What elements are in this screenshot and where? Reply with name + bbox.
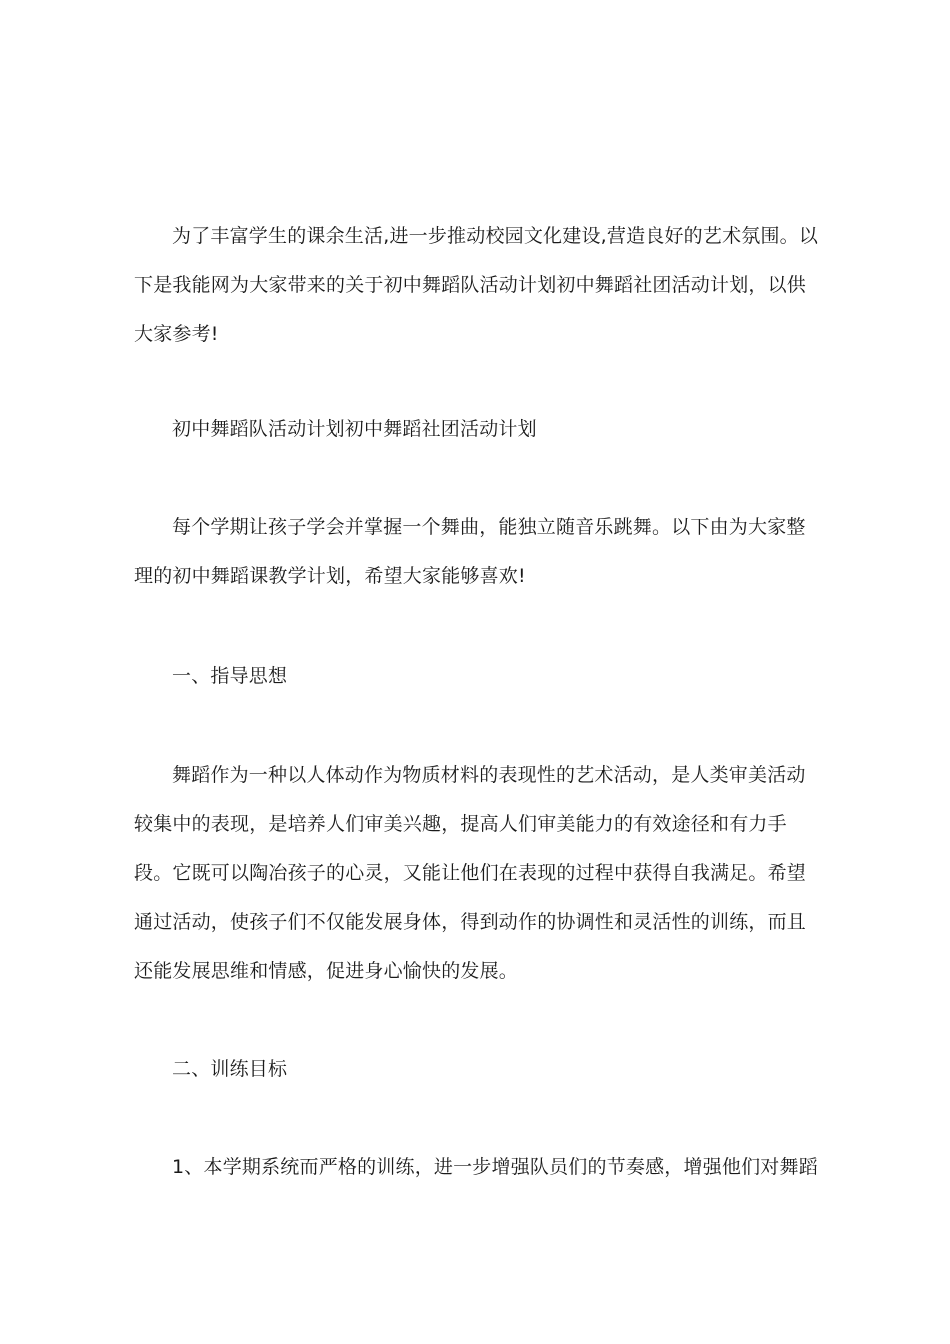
training-goal-item-1: 1、本学期系统而严格的训练，进一步增强队员们的节奏感，增强他们对舞蹈 — [172, 1156, 818, 1178]
intro-paragraph-2: 每个学期让孩子学会并掌握一个舞曲，能独立随音乐跳舞。以下由为大家整理的初中舞蹈课教学计划，希望大家能够喜欢! — [134, 516, 806, 587]
section-heading-training-goals: 二、训练目标 — [172, 1058, 288, 1080]
document-title: 初中舞蹈队活动计划初中舞蹈社团活动计划 — [172, 418, 537, 440]
section-heading-guiding-ideology: 一、指导思想 — [172, 665, 288, 687]
intro-paragraph: 为了丰富学生的课余生活,进一步推动校园文化建设,营造良好的艺术氛围。以下是我能网为大家带来的关于初中舞蹈队活动计划初中舞蹈社团活动计划，以供大家参考! — [134, 225, 819, 345]
section-body-guiding-ideology: 舞蹈作为一种以人体动作为物质材料的表现性的艺术活动，是人类审美活动较集中的表现，是培养人们审美兴趣，提高人们审美能力的有效途径和有力手段。它既可以陶冶孩子的心灵，又能让他们在表现的过程中获得自我满足。希望通过活动，使孩子们不仅能发展身体，得到动作的协调性和灵活性的训练，而且还能发展思维和情感，促进身心愉快的发展。 — [134, 764, 807, 982]
